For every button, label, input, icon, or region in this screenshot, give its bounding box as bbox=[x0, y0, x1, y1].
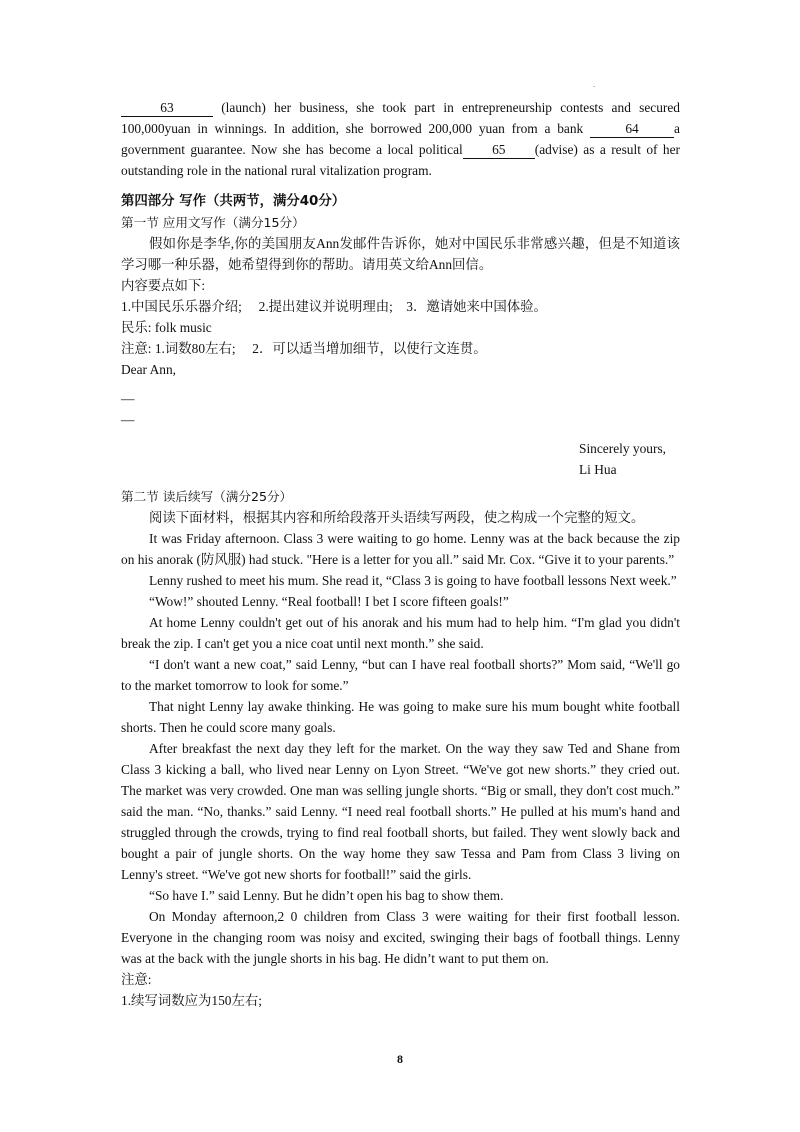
section2-note-heading: 注意: bbox=[121, 972, 152, 987]
story-paragraph: Lenny rushed to meet his mum. She read it, “Class 3 is going to have football lessons Next week.” bbox=[149, 573, 677, 588]
cloze-text-1: (launch) her business, she took part in entrepreneurship contests and secured 100,000yuan in winnings. In addition, she borrowed 200,000 yuan from a bank bbox=[121, 100, 680, 136]
story-paragraph: It was Friday afternoon. Class 3 were waiting to go home. Lenny was at the back because the zip on his anorak (防风服) had stuck. "Here is a letter for you all.” said Mr. Cox. “Give it to your parents.” bbox=[121, 531, 680, 567]
cloze-text-2: a government guarantee. Now she has become a local political bbox=[121, 121, 680, 157]
letter-closing: Sincerely yours, bbox=[579, 441, 667, 456]
document-page bbox=[121, 97, 680, 1011]
page-number: 8 bbox=[397, 1052, 403, 1066]
blank-63[interactable]: 63 bbox=[121, 100, 213, 117]
blank-65[interactable]: 65 bbox=[463, 142, 535, 159]
cloze-text-3: (advise) as a result of her outstanding role in the national rural vitalization program. bbox=[121, 142, 680, 178]
story-paragraph: On Monday afternoon,2 0 children from Class 3 were waiting for their first football lesson. Everyone in the changing room was noisy and excited, swinging their bags of football things. Lenny was at the back with the jungle shorts in his bag. He didn’t want to put them on. bbox=[121, 909, 680, 966]
story-paragraph: After breakfast the next day they left for the market. On the way they saw Ted and Shane from Class 3 kicking a ball, who lived near Lenny on Lyon Street. “We've got new shorts.” they cried out. The market was very crowded. One man was selling jungle shorts. “Big or small, they don't cost much.” said the man. “No, thanks.” said Lenny. “I need real football shorts.” He pulled at his mum's hand and struggled through the crowds, trying to find real football shorts, but failed. They went slowly back and bought a pair of jungle shorts. On the way home they saw Tessa and Pam from Class 3 living on Lenny's street. “We've got new shorts for football!” said the girls. bbox=[121, 741, 680, 882]
word-count-note: 注意: 1.词数80左右; 2．可以适当增加细节，以使行文连贯。 bbox=[121, 341, 487, 356]
story-paragraph: “Wow!” shouted Lenny. “Real football! I bet I score fifteen goals!” bbox=[149, 594, 509, 609]
part4-title: 第四部分 写作（共两节，满分40分） bbox=[121, 194, 346, 209]
section1-title: 第一节 应用文写作（满分15分） bbox=[121, 215, 305, 230]
cloze-paragraph bbox=[121, 97, 680, 181]
story-paragraph: “I don't want a new coat,” said Lenny, “but can I have real football shorts?” Mom said, “We'll go to the market tomorrow to look for some.” bbox=[121, 657, 680, 693]
section2-instruction: 阅读下面材料，根据其内容和所给段落开头语续写两段，使之构成一个完整的短文。 bbox=[149, 510, 645, 525]
story-paragraph: At home Lenny couldn't get out of his anorak and his mum had to help him. “I'm glad you didn't break the zip. I can't get you a nice coat until next month.” she said. bbox=[121, 615, 680, 651]
points-list: 1.中国民乐乐器介绍; 2.提出建议并说明理由; 3．邀请她来中国体验。 bbox=[121, 299, 547, 314]
points-heading: 内容要点如下: bbox=[121, 278, 206, 293]
vocab-note: 民乐: folk music bbox=[121, 320, 212, 335]
section2-title: 第二节 读后续写（满分25分） bbox=[121, 489, 293, 504]
story-paragraph: “So have I.” said Lenny. But he didn’t open his bag to show them. bbox=[149, 888, 504, 903]
blank-64[interactable]: 64 bbox=[590, 121, 674, 138]
letter-greeting: Dear Ann, bbox=[121, 362, 177, 377]
letter-signature: Li Hua bbox=[579, 462, 617, 477]
writing-line-1[interactable]: — bbox=[121, 391, 135, 406]
top-mark: . bbox=[593, 80, 595, 89]
section2-note-1: 1.续写词数应为150左右; bbox=[121, 993, 262, 1008]
writing-line-2[interactable]: — bbox=[121, 412, 135, 427]
story-paragraph: That night Lenny lay awake thinking. He was going to make sure his mum bought white football shorts. Then he could score many goals. bbox=[121, 699, 680, 735]
section1-prompt: 假如你是李华,你的美国朋友Ann发邮件告诉你，她对中国民乐非常感兴趣，但是不知道该学习哪一种乐器，她希望得到你的帮助。请用英文给Ann回信。 bbox=[121, 236, 680, 272]
